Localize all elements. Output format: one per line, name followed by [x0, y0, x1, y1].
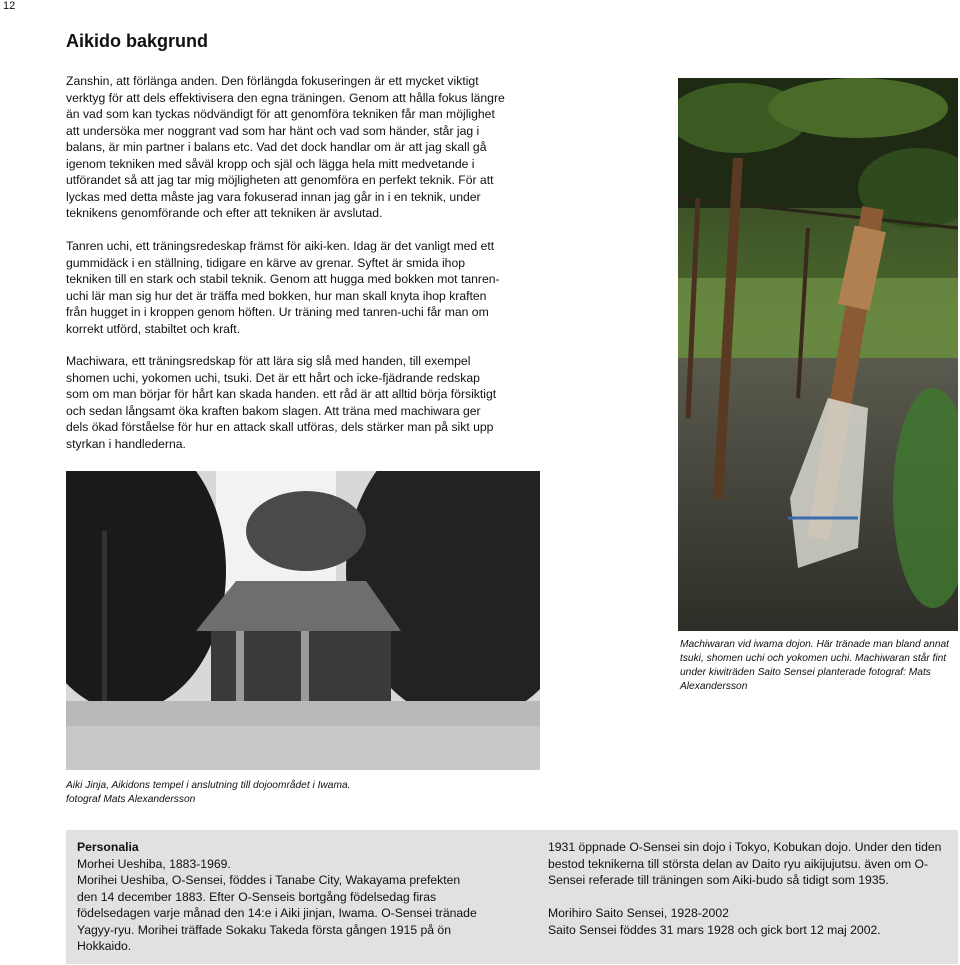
- personalia-right-column: [548, 839, 953, 938]
- temple-photo: [66, 471, 540, 770]
- personalia-left-column: [77, 839, 477, 955]
- tanren-uchi-paragraph: Tanren uchi, ett träningsredeskap främst för aiki-ken. Idag är det vanligt med ett gummidäck i en ställning, tidigare en kärve av grenar. Syftet är smida ihop tekniken till en stark och stabil teknik. Genom att hugga med bokken mot tanren-uchi lär man sig hur det är träffa med bokken, hur man skall knyta ihop kraften från hugget in i kroppen genom höften. Ur träning med tanren-uchi får man om korrekt utförd, stabiltet och kraft.: [66, 239, 500, 336]
- machiwara-photo: [678, 78, 958, 631]
- temple-caption: Aiki Jinja, Aikidons tempel i anslutning till dojoområdet i Iwama. fotograf Mats Alexandersson: [66, 780, 351, 805]
- ueshiba-bio: Morihei Ueshiba, O-Sensei, föddes i Tanabe City, Wakayama prefekten den 14 december 1883. Efter O-Senseis bortgång födelsedag firas födelsedagen varje månad den 14:e i Aiki jinjan, Iwama. O-Sensei tränade Yagyy-ryu. Morihei träffade Sokaku Takeda första gången 1915 på ön Hokkaido.: [77, 873, 477, 953]
- page-number: 12: [3, 0, 16, 12]
- zanshin-paragraph: Zanshin, att förlänga anden. Den förlängda fokuseringen är ett mycket viktigt verktyg för att dels effektivisera den egna träningen. Genom att hålla fokus längre än vad som kan tyckas nödvändigt för att genomföra tekniken får man möjlighet att undersöka mer noggrant vad som har hänt och vad som händer, står jag i balans, är min partner i balans etc. Vad det dock handlar om är att jag skall gå igenom tekniken med såväl kropp och själ och lägga hela mitt medvetande i utförandet så att jag tar mig möjligheten att genomföra en perfekt teknik. För att lyckas med detta måste jag vara fokuserad innan jag går in i en teknik, under teknikens genomförande och efter att tekniken är avslutad.: [66, 74, 505, 220]
- personalia-heading: Personalia: [77, 840, 139, 854]
- page-title: Aikido bakgrund: [66, 31, 209, 51]
- saito-bio: Saito Sensei föddes 31 mars 1928 och gick bort 12 maj 2002.: [548, 922, 881, 937]
- personalia-box: [66, 830, 958, 964]
- kobukan-text: 1931 öppnade O-Sensei sin dojo i Tokyo, Kobukan dojo. Under den tiden bestod teknikerna till största delan av Daito ryu aikijujutsu. även om O-Sensei referade till träningen som Aiki-budo så tidigt som 1935.: [548, 840, 942, 887]
- saito-subheading: Morihiro Saito Sensei, 1928-2002: [548, 906, 729, 920]
- ueshiba-subheading: Morhei Ueshiba, 1883-1969.: [77, 856, 231, 871]
- machiwara-paragraph: Machiwara, ett träningsredskap för att lära sig slå med handen, till exempel shomen uchi, yokomen uchi, tsuki. Det är ett hårt och icke-fjädrande redskap som om man börjar för hårt kan skada handen. ett råd är att alltid börja försiktigt och sedan långsamt öka kraften bakom slagen. Att träna med machiwara ger dels ökad förståelse för hur en attack skall utföras, dels stärker man på sikt upp styrkan i handlederna.: [66, 354, 497, 451]
- machiwara-caption: Machiwaran vid iwama dojon. Här tränade man bland annat tsuki, shomen uchi och yokomen uchi. Machiwaran står fint under kiwiträden Saito Sensei planterade fotograf: Mats Alexandersson: [680, 639, 949, 692]
